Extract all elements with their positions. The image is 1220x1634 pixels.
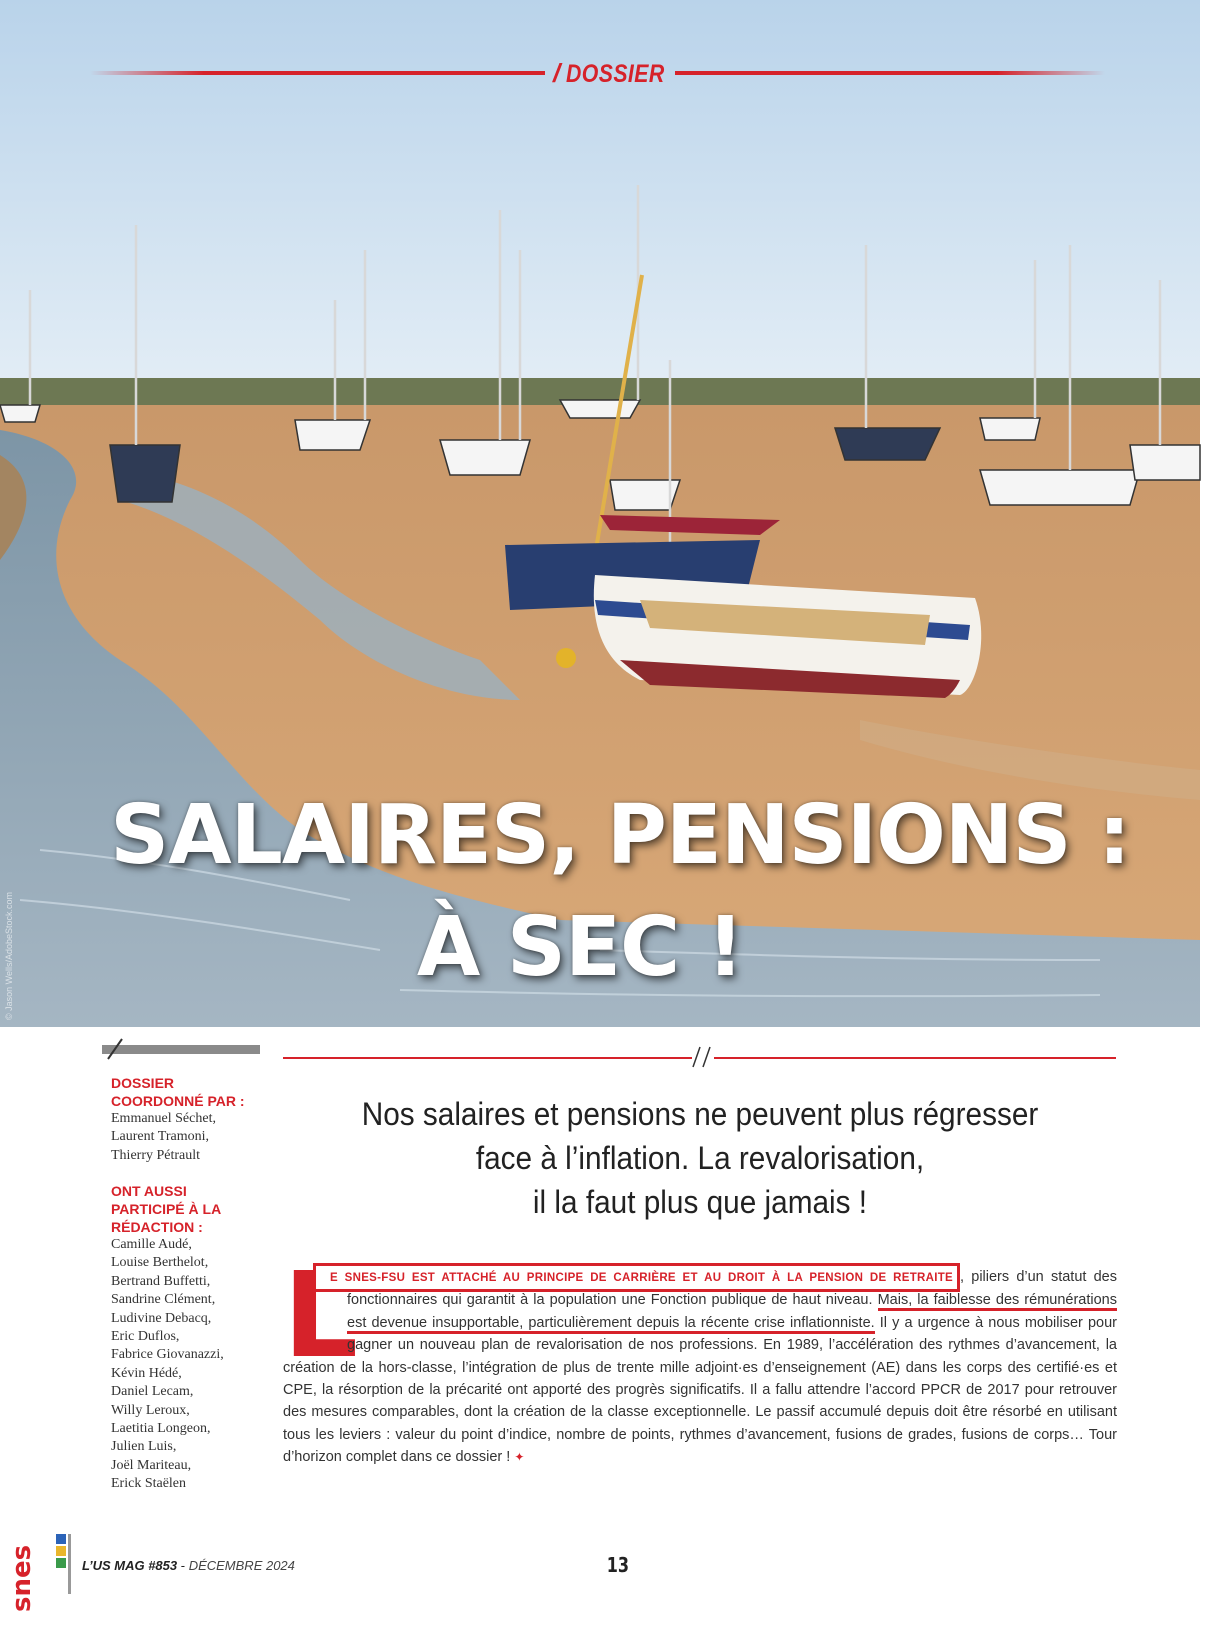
- lead-line: face à l’inflation. La revalorisation,: [475, 1140, 925, 1176]
- hero-title-line-2: À SEC !: [416, 900, 744, 995]
- intro-smallcaps: E SNES-FSU EST ATTACHÉ AU PRINCIPE DE CARRIÈRE ET AU DROIT À LA PENSION DE RETRAITE: [330, 1272, 954, 1284]
- photo-credit: © Jason Wells/AdobeStock.com: [4, 891, 14, 1020]
- contributors-list: [111, 1236, 281, 1494]
- list-item: Kévin Hédé,: [111, 1365, 182, 1381]
- end-mark-icon: ✦: [514, 1450, 525, 1465]
- list-item: Eric Duflos,: [111, 1329, 180, 1345]
- contributors-block: [111, 1182, 281, 1494]
- banner-slash: /: [553, 58, 561, 88]
- coordinators-block: [111, 1074, 281, 1165]
- logo-text: snes: [7, 1544, 37, 1612]
- underlined-sentence: Mais, la faiblesse des rémunérations est devenue insupportable, particulièrement depuis la récente crise inflationniste.: [347, 1292, 1117, 1333]
- list-item: Bertrand Buffetti,: [111, 1273, 211, 1289]
- magazine-name: L’US MAG #853: [82, 1558, 178, 1573]
- lead-line: Nos salaires et pensions ne peuvent plus régresser: [361, 1096, 1039, 1132]
- contributors-heading: ONT AUSSI PARTICIPÉ À LA RÉDACTION :: [111, 1183, 221, 1235]
- list-item: Laurent Tramoni,: [111, 1129, 209, 1145]
- article-text-2: Il y a urgence à nous mobiliser pour gagner un nouveau plan de revalorisation de nos professions. En 1989, l’accélération des rythmes d’avancement, la création de la hors-classe, l’intégration de plus de trente mille adjoint·es d’enseignement (AE) dans les corps des certifié·es et CPE, la résorption de la précarité ont apporté des progrès significatifs. Il a fallu attendre l’accord PPCR de 2017 pour retrouver des mesures comparables, dont la création de la classe exceptionnelle. Le passif accumulé depuis doit être résorbé en utilisant tous les leviers : valeur du point d’indice, nombre de points, rythmes d’avancement, fusions de grades, fusions de corps… Tour d’horizon complet dans ce dossier !: [283, 1314, 1117, 1466]
- lead-line: il la faut plus que jamais !: [532, 1184, 868, 1220]
- list-item: Sandrine Clément,: [111, 1292, 216, 1308]
- dossier-banner: [0, 58, 1200, 88]
- footer-separator: -: [177, 1558, 189, 1573]
- dossier-label: DOSSIER: [566, 60, 665, 88]
- issue-date: DÉCEMBRE 2024: [188, 1558, 295, 1573]
- magazine-reference: [82, 1558, 295, 1573]
- highlight-box: [313, 1263, 960, 1292]
- coordinators-list: [111, 1110, 281, 1165]
- list-item: Louise Berthelot,: [111, 1255, 209, 1271]
- coordinators-heading: DOSSIER COORDONNÉ PAR :: [111, 1075, 245, 1109]
- section-rule-right: [714, 1057, 1116, 1059]
- list-item: Laetitia Longeon,: [111, 1421, 211, 1437]
- sidebar-slash-icon: [102, 1037, 128, 1061]
- page-number: 13: [606, 1553, 630, 1577]
- list-item: Julien Luis,: [111, 1439, 177, 1455]
- list-item: Daniel Lecam,: [111, 1384, 194, 1400]
- list-item: Joël Mariteau,: [111, 1457, 192, 1473]
- article-body: [283, 1246, 1117, 1469]
- hero-title-line-1: SALAIRES, PENSIONS :: [110, 788, 1130, 883]
- list-item: Fabrice Giovanazzi,: [111, 1347, 224, 1363]
- list-item: Erick Staëlen: [111, 1476, 187, 1492]
- list-item: Willy Leroux,: [111, 1402, 190, 1418]
- article-text-1: , piliers d’un statut des fonctionnaires qui garantit à la population une Fonction publique de haut niveau.: [347, 1269, 1117, 1309]
- section-rule-left: [283, 1057, 692, 1059]
- list-item: Camille Audé,: [111, 1237, 192, 1252]
- banner-rule-left: [90, 71, 545, 75]
- list-item: Ludivine Debacq,: [111, 1310, 212, 1326]
- banner-rule-right: [675, 71, 1105, 75]
- dropcap-text: L: [283, 1246, 359, 1384]
- list-item: Emmanuel Séchet,: [111, 1111, 216, 1126]
- list-item: Thierry Pétrault: [111, 1147, 201, 1163]
- snes-logo: [7, 1530, 78, 1616]
- lead-paragraph: [312, 1092, 1088, 1224]
